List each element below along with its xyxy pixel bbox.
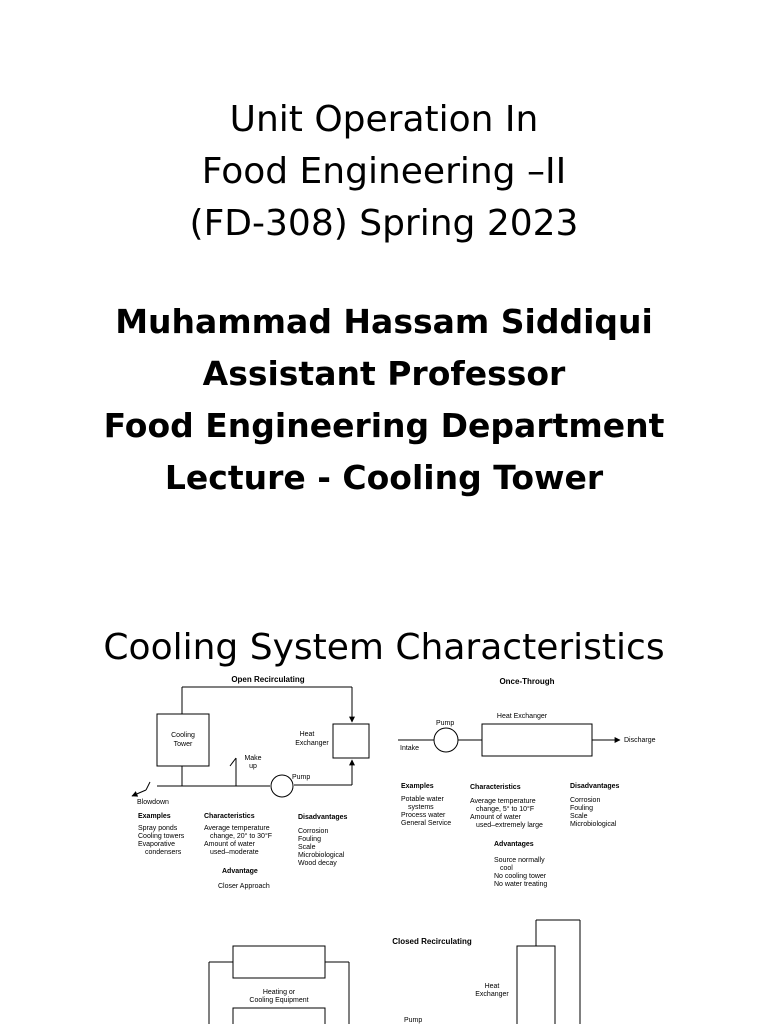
example-item: General Service bbox=[401, 820, 452, 827]
heat-exchanger-label: Heat bbox=[299, 731, 315, 738]
closed-recirculating-diagram bbox=[209, 920, 580, 1024]
lecture-title bbox=[0, 94, 768, 250]
heat-exchanger-box bbox=[333, 724, 369, 758]
advantages-heading: Advantages bbox=[494, 841, 534, 848]
characteristic-item: used–moderate bbox=[210, 849, 259, 856]
advantage-item: Closer Approach bbox=[218, 883, 270, 890]
example-item: Potable water bbox=[401, 796, 444, 803]
disadvantages-heading: Disadvantages bbox=[570, 783, 620, 790]
open-recirculating-diagram bbox=[132, 687, 369, 797]
heating-equipment-label: Heating or bbox=[262, 989, 296, 996]
pump-label: Pump bbox=[404, 1017, 423, 1024]
heating-equipment-box bbox=[233, 946, 325, 978]
author-name: Muhammad Hassam Siddiqui bbox=[115, 302, 653, 341]
disadvantage-item: Scale bbox=[570, 813, 588, 820]
examples-heading: Examples bbox=[401, 783, 434, 790]
heat-exchanger-label: Heat bbox=[484, 983, 500, 990]
closed-title: Closed Recirculating bbox=[392, 937, 472, 946]
disadvantage-item: Microbiological bbox=[570, 821, 617, 828]
disadvantage-item: Corrosion bbox=[298, 828, 329, 835]
title-line: (FD-308) Spring 2023 bbox=[189, 203, 579, 244]
characteristic-item: Amount of water bbox=[204, 841, 255, 848]
make-up-label: up bbox=[249, 763, 257, 770]
disadvantage-item: Wood decay bbox=[298, 860, 337, 867]
once-title: Once-Through bbox=[499, 677, 555, 686]
flow-arrow bbox=[132, 790, 146, 796]
flow-line bbox=[146, 782, 150, 790]
cooling-tower-box bbox=[157, 714, 209, 766]
cooling-tower-label: Cooling bbox=[171, 732, 195, 739]
blowdown-label: Blowdown bbox=[137, 799, 169, 806]
heat-exchanger-box bbox=[517, 946, 555, 1024]
disadvantage-item: Corrosion bbox=[570, 797, 601, 804]
heat-exchanger-label: Exchanger bbox=[295, 740, 329, 747]
pump-label: Pump bbox=[436, 720, 455, 727]
heat-exchanger-label: Heat Exchanger bbox=[496, 713, 548, 720]
advantage-heading: Advantage bbox=[222, 868, 258, 875]
characteristic-item: Amount of water bbox=[470, 814, 521, 821]
heat-exchanger-label: Exchanger bbox=[475, 991, 509, 998]
open-title: Open Recirculating bbox=[231, 675, 305, 684]
discharge-label: Discharge bbox=[624, 737, 656, 744]
characteristic-item: change, 5° to 10°F bbox=[476, 806, 535, 813]
characteristic-item: used–extremely large bbox=[476, 822, 543, 829]
author-info bbox=[0, 296, 768, 504]
characteristic-item: change, 20° to 30°F bbox=[210, 833, 273, 840]
heat-exchanger-box bbox=[482, 724, 592, 756]
author-position: Assistant Professor bbox=[202, 354, 566, 393]
advantage-item: No cooling tower bbox=[494, 873, 547, 880]
lower-box bbox=[233, 1008, 325, 1024]
characteristic-item: Average temperature bbox=[204, 825, 270, 832]
flow-line bbox=[230, 758, 236, 766]
lecture-topic: Lecture - Cooling Tower bbox=[164, 458, 604, 497]
example-item: systems bbox=[408, 804, 434, 811]
characteristic-item: Average temperature bbox=[470, 798, 536, 805]
cooling-systems-diagram bbox=[0, 670, 768, 1024]
disadvantage-item: Fouling bbox=[298, 836, 321, 843]
characteristics-heading: Characteristics bbox=[204, 813, 255, 820]
heating-equipment-label: Cooling Equipment bbox=[249, 997, 309, 1004]
pump-symbol bbox=[434, 728, 458, 752]
disadvantage-item: Scale bbox=[298, 844, 316, 851]
author-department: Food Engineering Department bbox=[103, 406, 665, 445]
disadvantage-item: Fouling bbox=[570, 805, 593, 812]
example-item: Cooling towers bbox=[138, 833, 185, 840]
disadvantage-item: Microbiological bbox=[298, 852, 345, 859]
cooling-tower-label: Tower bbox=[173, 741, 193, 748]
make-up-label: Make bbox=[244, 755, 262, 762]
advantage-item: Source normally bbox=[494, 857, 545, 864]
pump-label: Pump bbox=[292, 774, 311, 781]
intake-label: Intake bbox=[400, 745, 420, 752]
example-item: Spray ponds bbox=[138, 825, 178, 832]
title-line: Unit Operation In bbox=[229, 99, 539, 140]
advantage-item: cool bbox=[500, 865, 513, 872]
slide-title: Cooling System Characteristics bbox=[103, 627, 665, 668]
title-line: Food Engineering –II bbox=[201, 151, 567, 192]
examples-heading: Examples bbox=[138, 813, 171, 820]
pump-symbol bbox=[271, 775, 293, 797]
example-item: Process water bbox=[401, 812, 446, 819]
example-item: condensers bbox=[145, 849, 182, 856]
example-item: Evaporative bbox=[138, 841, 175, 848]
once-through-diagram bbox=[398, 724, 620, 756]
characteristics-heading: Characteristics bbox=[470, 784, 521, 791]
disadvantages-heading: Disadvantages bbox=[298, 814, 348, 821]
advantage-item: No water treating bbox=[494, 881, 548, 888]
